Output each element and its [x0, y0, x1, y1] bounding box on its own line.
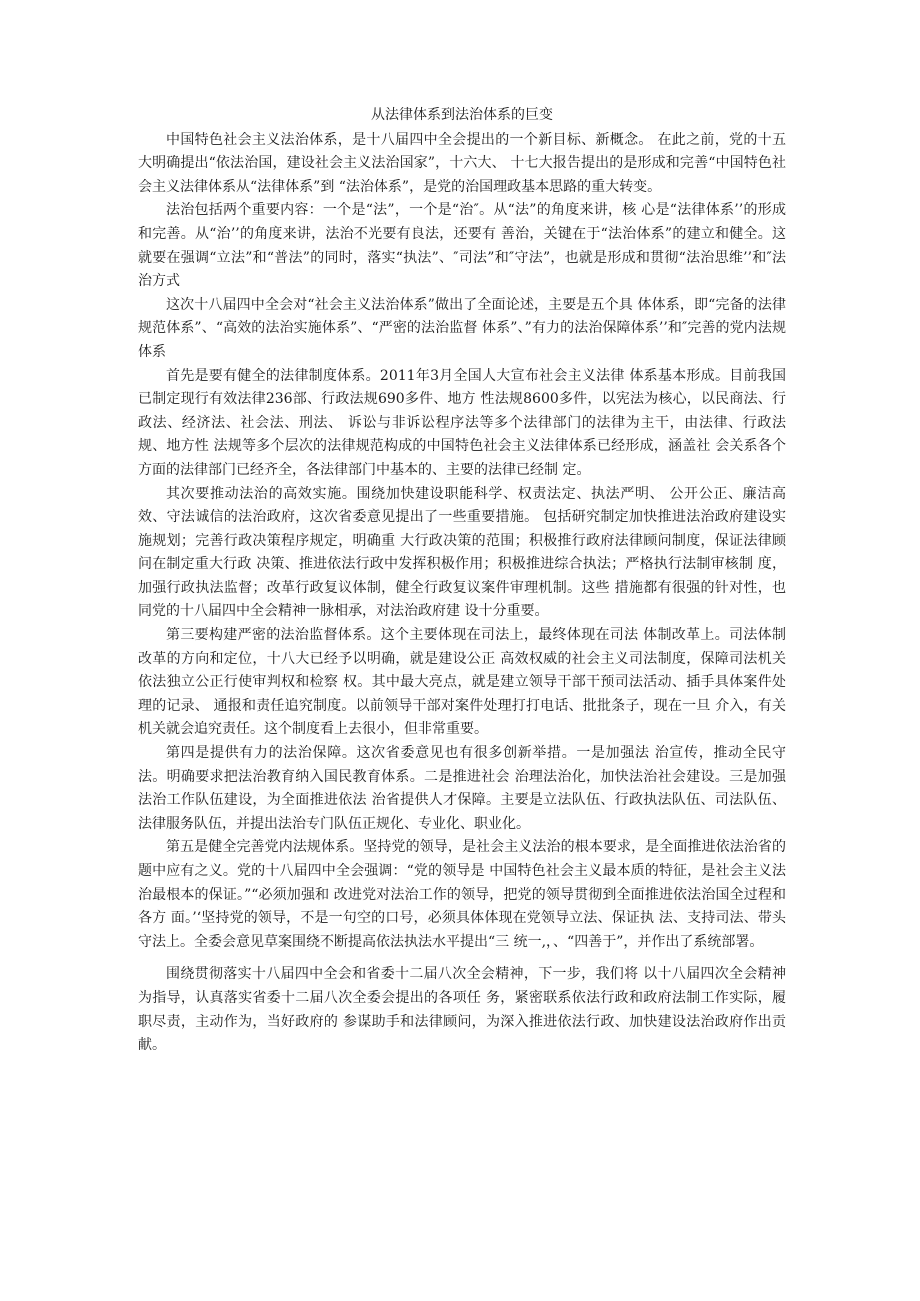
paragraph-guarantee: 第四是提供有力的法治保障。这次省委意见也有很多创新举措。一是加强法 治宣传，推动全民守法。明确要求把法治教育纳入国民教育体系。二是推进社会 治理法治化，加快法治社会建设。三是加强法治工作队伍建设，为全面推进依法 治省提供人才保障。主要是立法队伍、行政执法队伍、司法队伍、法律服务队伍，并提出法治专门队伍正规化、专业化、职业化。	[138, 745, 786, 832]
paragraph-five-systems: 这次十八届四中全会对“社会主义法治体系”做出了全面论述，主要是五个具 体体系，即“完备的法律规范体系”、“高效的法治实施体系”、“严密的法治监督 体系”、”有力的法治保障体系’’和″完善的党内法规体系	[138, 296, 786, 360]
paragraph-conclusion: 围绕贯彻落实十八届四中全会和省委十二届八次全会精神，下一步，我们将 以十八届四次全会精神为指导，认真落实省委十二届八次全委会提出的各项任 务，紧密联系依法行政和政府法制工作实际，履职尽责，主动作为，当好政府的 参谋助手和法律顾问，为深入推进依法行政、加快建设法治政府作出贡献。	[138, 966, 786, 1054]
paragraph-implementation: 其次要推动法治的高效实施。围绕加快建设职能科学、权责法定、执法严明、 公开公正、廉洁高效、守法诚信的法治政府，这次省委意见提出了一些重要措施。 包括研究制定加快推进法治政府建设实施规划；完善行政决策程序规定，明确重 大行政决策的范围；积极推行政府法律顾问制度，保证法律顾问在制定重大行政 决策、推进依法行政中发挥积极作用；积极推进综合执法；严格执行法制审核制 度，加强行政执法监督；改革行政复议体制，健全行政复议案件审理机制。这些 措施都有很强的针对性，也同党的十八届四中全会精神一脉相承，对法治政府建 设十分重要。	[138, 485, 786, 620]
document-title: 从法律体系到法治体系的巨变	[371, 107, 553, 123]
paragraph-legal-system: 首先是要有健全的法律制度体系。2011年3月全国人大宣布社会主义法律 体系基本形成。目前我国已制定现行有效法律236部、行政法规690多件、地方 性法规8600多件，以宪法为核心，以民商法、行政法、经济法、社会法、刑法、 诉讼与非诉讼程序法等多个法律部门的法律为主干，由法律、行政法规、地方性 法规等多个层次的法律规范构成的中国特色社会主义法律体系已经形成，涵盖社 会关系各个方面的法律部门已经齐全，各法律部门中基本的、主要的法律已经制 定。	[138, 367, 786, 478]
paragraph-rule-of-law-content: 法治包括两个重要内容：一个是“法”，一个是“治″。从“法”的角度来讲，核 心是“法律体系’’的形成和完善。从“治’’的角度来讲，法治不光要有良法，还要有 善治，关键在于“法治体系”的建立和健全。这就要在强调“立法”和“普法”的同时，落实“执法”、″司法”和″守法”，也就是形成和贯彻“法治思维’’和″法治方式	[138, 202, 786, 290]
document-page	[138, 104, 786, 1058]
paragraph-intro: 中国特色社会主义法治体系，是十八届四中全会提出的一个新目标、新概念。 在此之前，党的十五大明确提出“依法治国，建设社会主义法治国家”，十六大、 十七大报告提出的是形成和完善“中国特色社会主义法律体系从“法律体系”到 “法治体系”，是党的治国理政基本思路的重大转变。	[138, 131, 786, 195]
paragraph-party-regulations: 第五是健全完善党内法规体系。坚持党的领导，是社会主义法治的根本要求，是全面推进依法治省的题中应有之义。党的十八届四中全会强调：“党的领导是 中国特色社会主义最本质的特征，是社会主义法治最根本的保证。”“必须加强和 改进党对法治工作的领导，把党的领导贯彻到全面推进依法治国全过程和各方 面。’‘坚持党的领导，不是一句空的口号，必须具体体现在党领导立法、保证执 法、支持司法、带头守法上。全委会意见草案围绕不断提高依法执法水平提出“三 统一,，、“四善于”，并作出了系统部署。	[138, 839, 786, 950]
paragraph-supervision: 第三要构建严密的法治监督体系。这个主要体现在司法上，最终体现在司法 体制改革上。司法体制改革的方向和定位，十八大已经予以明确，就是建设公正 高效权威的社会主义司法制度，保障司法机关依法独立公正行使审判权和检察 权。其中最大亮点，就是建立领导干部干预司法活动、插手具体案件处理的记录、 通报和责任追究制度。以前领导干部对案件处理打打电话、批批条子，现在一旦 介入，有关机关就会追究责任。这个制度看上去很小，但非常重要。	[138, 627, 786, 738]
